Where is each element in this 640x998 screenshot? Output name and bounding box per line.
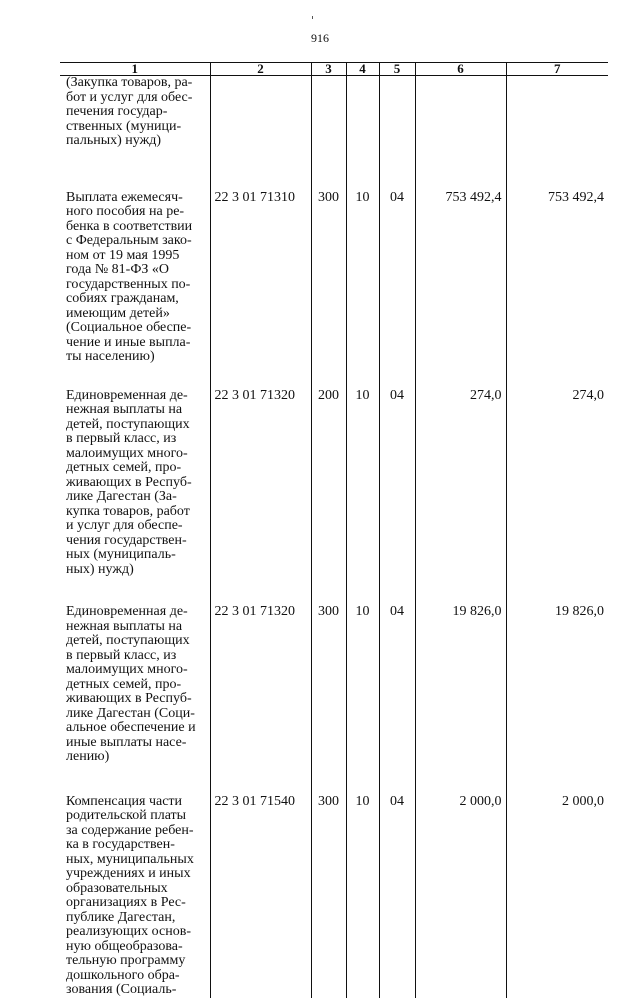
page-number: 916 [311,31,329,45]
row-subsection: 04 [379,387,415,604]
row-name-line: с Федеральным зако- [66,233,192,248]
row-section: 10 [346,387,379,604]
row-name-line: печения государ- [66,104,168,119]
row-name-line: ного пособия на ре- [66,204,185,219]
row-name-line: (Закупка товаров, ра- [66,75,193,90]
row-code: 22 3 01 71320 [210,603,311,793]
row-name [60,76,210,189]
row-sum-1 [415,76,506,189]
header-col-5: 5 [379,63,415,76]
row-name-line: чения государствен- [66,532,187,548]
row-section [346,76,379,189]
header-col-1: 1 [60,63,210,76]
row-name-line: лению) [66,749,110,764]
row-name-line: иные выплаты насе- [66,734,187,750]
row-name-line: бот и услуг для обес- [66,89,193,105]
row-name-line: ственных (муници- [66,118,182,134]
row-name-line: имеющим детей» [66,305,170,321]
row-sum-2: 753 492,4 [506,189,608,387]
row-name-line: нежная выплаты на [66,618,183,634]
table-row [60,76,608,189]
header-col-6: 6 [415,63,506,76]
table-row [60,603,608,793]
row-sum-1: 19 826,0 [415,603,506,793]
row-expense-type: 300 [311,189,346,387]
row-section: 10 [346,189,379,387]
row-expense-type [311,76,346,189]
budget-table [60,62,608,998]
row-name-line: ных, муниципальных [66,851,194,867]
row-name [60,603,210,793]
row-sum-2 [506,76,608,189]
row-name-line: реализующих основ- [66,924,191,939]
row-name-line: детных семей, про- [66,460,182,475]
row-name-line: в первый класс, из [66,431,177,446]
row-sum-1: 753 492,4 [415,189,506,387]
row-name-line: ных (муниципаль- [66,547,176,562]
row-name-line: ты населению) [66,349,155,364]
row-name [60,387,210,604]
row-name-line: (Социальное обеспе- [66,320,192,335]
row-name-line: в первый класс, из [66,647,177,663]
header-col-4: 4 [346,63,379,76]
row-name-line: малоимущих много- [66,662,188,677]
row-name-line: купка товаров, работ [66,503,190,519]
row-name-line: тельную программу [66,953,186,968]
row-subsection [379,76,415,189]
row-subsection: 04 [379,189,415,387]
row-name-line: альное обеспечение и [66,720,196,735]
row-name-line: Выплата ежемесяч- [66,189,183,205]
row-section: 10 [346,603,379,793]
row-subsection: 04 [379,793,415,998]
row-name-line: бенка в соответствии [66,218,193,234]
row-name-line: организациях в Рес- [66,895,186,910]
row-name-line: и услуг для обеспе- [66,518,183,533]
row-name-line: нежная выплаты на [66,402,183,417]
row-name-line: детных семей, про- [66,676,182,692]
row-name-line: ных) нужд) [66,561,134,577]
row-sum-2: 19 826,0 [506,603,608,793]
row-name-line: Единовременная де- [66,604,188,619]
row-name-line: года № 81-ФЗ «О [66,262,170,277]
row-section: 10 [346,793,379,998]
row-sum-2: 2 000,0 [506,793,608,998]
row-name-line: ную общеобразова- [66,938,183,954]
row-name-line: живающих в Респуб- [66,691,192,706]
row-name-line: чение и иные выпла- [66,334,191,350]
row-expense-type: 200 [311,387,346,604]
row-name-line: живающих в Респуб- [66,474,192,490]
row-code: 22 3 01 71540 [210,793,311,998]
row-name [60,793,210,998]
row-name-line: учреждениях и иных [66,866,191,881]
table-row [60,189,608,387]
row-name-line: ном от 19 мая 1995 [66,247,180,263]
header-col-2: 2 [210,63,311,76]
row-sum-1: 2 000,0 [415,793,506,998]
header-col-7: 7 [506,63,608,76]
row-code: 22 3 01 71310 [210,189,311,387]
row-name-line: собиях гражданам, [66,291,179,306]
row-sum-1: 274,0 [415,387,506,604]
row-code [210,76,311,189]
row-name-line: дошкольного обра- [66,967,180,983]
row-name-line: государственных по- [66,276,191,292]
row-name-line: зования (Социаль- [66,982,177,997]
row-name-line: Единовременная де- [66,387,188,403]
row-name [60,189,210,387]
row-expense-type: 300 [311,793,346,998]
row-name-line: детей, поступающих [66,633,190,648]
header-col-3: 3 [311,63,346,76]
row-name-line: лике Дагестан (Соци- [66,705,195,721]
row-name-line: малоимущих много- [66,445,188,461]
row-name-line: публике Дагестан, [66,909,176,925]
table-row [60,387,608,604]
scan-mark [312,16,313,19]
row-name-line: лике Дагестан (За- [66,489,177,504]
row-name-line: образовательных [66,880,168,896]
row-name-line: ка в государствен- [66,837,175,852]
row-subsection: 04 [379,603,415,793]
row-expense-type: 300 [311,603,346,793]
row-name-line: родительской платы [66,808,187,823]
header-row [60,63,608,76]
row-code: 22 3 01 71320 [210,387,311,604]
row-name-line: за содержание ребен- [66,822,194,838]
row-name-line: детей, поступающих [66,416,190,432]
row-sum-2: 274,0 [506,387,608,604]
table-row [60,793,608,998]
row-name-line: пальных) нужд) [66,133,162,148]
row-name-line: Компенсация части [66,793,183,809]
